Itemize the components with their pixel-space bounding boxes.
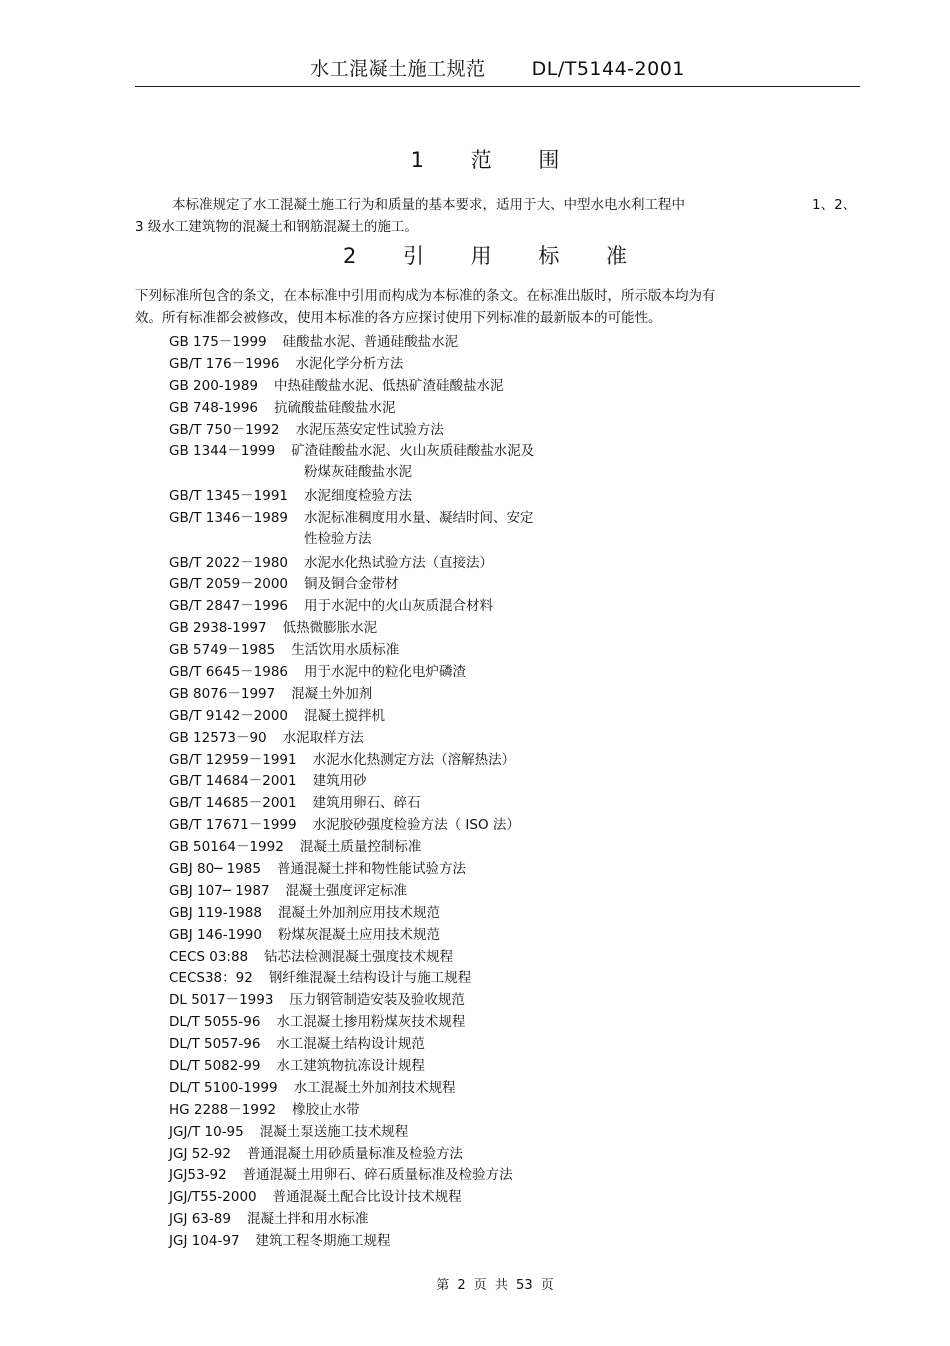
- reference-code: DL/T 5082-99: [169, 1058, 261, 1075]
- reference-item: [169, 750, 849, 772]
- reference-title: 橡胶止水带: [292, 1101, 360, 1118]
- reference-code: GB 50164－1992: [169, 839, 284, 856]
- reference-item: [169, 1165, 849, 1187]
- reference-title-continued: 粉煤灰硅酸盐水泥: [304, 464, 412, 481]
- reference-code: JGJ/T55-2000: [169, 1189, 257, 1206]
- reference-title: 普通混凝土用砂质量标准及检验方法: [246, 1145, 463, 1162]
- reference-title: 混凝土搅拌机: [304, 707, 386, 724]
- reference-item: [169, 574, 849, 596]
- reference-title: 普通混凝土用卵石、碎石质量标准及检验方法: [242, 1167, 513, 1184]
- reference-title: 混凝土外加剂应用技术规范: [278, 904, 440, 921]
- reference-code: GB/T 12959－1991: [169, 751, 297, 768]
- reference-code: GB/T 750－1992: [169, 421, 280, 438]
- reference-code: JGJ/T 10-95: [169, 1123, 244, 1140]
- reference-item: [169, 1209, 849, 1231]
- reference-item: [169, 1187, 849, 1209]
- reference-title: 混凝土强度评定标准: [285, 882, 408, 899]
- reference-code: CECS38：92: [169, 970, 253, 987]
- reference-item: [169, 1100, 849, 1122]
- section-1-para-line-1: 本标准规定了水工混凝土施工行为和质量的基本要求，适用于大、中型水电水利工程中: [172, 197, 685, 213]
- header-title: 水工混凝土施工规范: [310, 58, 486, 80]
- reference-code: GB/T 17671－1999: [169, 817, 297, 834]
- reference-title: 水工混凝土结构设计规范: [276, 1036, 425, 1053]
- reference-title: 钢纤维混凝土结构设计与施工规程: [268, 970, 472, 987]
- reference-item: [169, 1056, 849, 1078]
- reference-code: GB/T 6645－1986: [169, 663, 289, 680]
- reference-title: 建筑用砂: [312, 773, 367, 790]
- reference-title: 水泥标准稠度用水量、凝结时间、安定: [304, 509, 534, 526]
- reference-item: [169, 925, 849, 947]
- reference-item: [169, 903, 849, 925]
- reference-item: [169, 837, 849, 859]
- reference-title: 水泥取样方法: [282, 729, 364, 746]
- reference-item: [169, 553, 849, 575]
- reference-title: 水泥压蒸安定性试验方法: [295, 421, 444, 438]
- reference-item: [169, 618, 849, 640]
- reference-code: GBJ 80─ 1985: [169, 861, 261, 877]
- reference-item: [169, 596, 849, 618]
- reference-code: GB/T 2847－1996: [169, 598, 289, 615]
- reference-code: GB/T 2059－2000: [169, 576, 289, 593]
- reference-title: 压力钢管制造安装及验收规范: [289, 992, 465, 1009]
- reference-code: JGJ 63-89: [169, 1211, 231, 1228]
- section-2-heading: 2 引 用 标 准: [342, 244, 648, 268]
- reference-code: GB/T 2022－1980: [169, 554, 289, 571]
- reference-item: [169, 1078, 849, 1100]
- reference-code: DL/T 5057-96: [169, 1036, 261, 1053]
- reference-title-continued: 性检验方法: [304, 530, 372, 547]
- reference-item: [169, 815, 849, 837]
- reference-code: JGJ 52-92: [169, 1145, 231, 1162]
- reference-title: 混凝土泵送施工技术规程: [259, 1123, 409, 1140]
- reference-item: [169, 1012, 849, 1034]
- reference-code: GBJ 146-1990: [169, 926, 262, 943]
- reference-title: 水泥化学分析方法: [295, 355, 404, 372]
- reference-title: 钻芯法检测混凝土强度技术规程: [264, 948, 454, 965]
- reference-item: [169, 486, 849, 508]
- reference-title: 普通混凝土配合比设计技术规程: [272, 1189, 462, 1206]
- reference-title: 混凝土拌和用水标准: [246, 1211, 369, 1228]
- reference-title: 低热微膨胀水泥: [282, 620, 378, 637]
- reference-item: [169, 508, 849, 553]
- section-1-para-line-1-tail: 1、2、: [812, 197, 857, 213]
- reference-title: 混凝土质量控制标准: [299, 839, 422, 856]
- reference-title: 粉煤灰混凝土应用技术规范: [278, 926, 440, 943]
- reference-item: [169, 684, 849, 706]
- reference-item: [169, 706, 849, 728]
- reference-code: DL/T 5055-96: [169, 1014, 261, 1031]
- reference-item: [169, 662, 849, 684]
- reference-item: [169, 332, 849, 354]
- reference-code: JGJ53-92: [169, 1167, 227, 1184]
- reference-item: [169, 376, 849, 398]
- reference-code: GB 2938-1997: [169, 620, 267, 637]
- page-number: 第 2 页 共 53 页: [436, 1278, 554, 1293]
- reference-code: GB/T 14684－2001: [169, 773, 297, 790]
- reference-item: [169, 420, 849, 442]
- reference-item: [169, 771, 849, 793]
- reference-title: 生活饮用水质标准: [291, 642, 400, 659]
- reference-code: DL/T 5100-1999: [169, 1079, 278, 1096]
- reference-code: CECS 03:88: [169, 948, 249, 965]
- reference-code: GB 200-1989: [169, 377, 259, 394]
- section-2-intro-line-2: 效。所有标准都会被修改，使用本标准的各方应探讨使用下列标准的最新版本的可能性。: [135, 310, 662, 326]
- reference-title: 用于水泥中的粒化电炉磷渣: [304, 663, 467, 680]
- reference-item: [169, 968, 849, 990]
- reference-code: JGJ 104-97: [169, 1233, 240, 1250]
- section-1-heading: 1 范 围: [410, 148, 580, 172]
- reference-code: GB 1344－1999: [169, 443, 276, 460]
- reference-item: [169, 728, 849, 750]
- reference-code: DL 5017－1993: [169, 992, 274, 1009]
- reference-item: [169, 990, 849, 1012]
- page-header: [135, 54, 860, 87]
- reference-title: 水泥水化热试验方法（直接法）: [304, 554, 494, 571]
- reference-title: 抗硫酸盐硅酸盐水泥: [274, 399, 396, 416]
- reference-item: [169, 354, 849, 376]
- reference-code: GB 12573－90: [169, 729, 267, 746]
- reference-code: GB/T 1346－1989: [169, 509, 289, 526]
- reference-title: 水泥水化热测定方法（溶解热法）: [312, 751, 516, 768]
- reference-title: 普通混凝土拌和物性能试验方法: [276, 861, 466, 877]
- reference-title: 水工混凝土掺用粉煤灰技术规程: [276, 1014, 466, 1031]
- reference-item: [169, 1034, 849, 1056]
- reference-title: 用于水泥中的火山灰质混合材料: [304, 598, 494, 615]
- reference-code: GB/T 9142－2000: [169, 707, 289, 724]
- reference-item: [169, 1122, 849, 1144]
- reference-code: GB 8076－1997: [169, 685, 276, 702]
- reference-item: [169, 947, 849, 969]
- reference-title: 建筑工程冬期施工规程: [255, 1233, 391, 1250]
- reference-title: 水工混凝土外加剂技术规程: [293, 1079, 456, 1096]
- reference-code: GBJ 107─ 1987: [169, 882, 270, 899]
- reference-title: 水泥细度检验方法: [304, 488, 413, 505]
- reference-code: GBJ 119-1988: [169, 904, 262, 921]
- section-2-intro-line-1: 下列标准所包含的条文，在本标准中引用而构成为本标准的条文。在标准出版时，所示版本均为有: [135, 288, 716, 304]
- header-standard-code: DL/T5144-2001: [531, 58, 685, 80]
- section-1-para-line-2: 3 级水工建筑物的混凝土和钢筋混凝土的施工。: [135, 219, 418, 235]
- reference-title: 建筑用卵石、碎石: [312, 795, 421, 812]
- reference-title: 中热硅酸盐水泥、低热矿渣硅酸盐水泥: [274, 377, 504, 394]
- reference-code: GB 748-1996: [169, 399, 259, 416]
- reference-code: GB/T 1345－1991: [169, 488, 289, 505]
- reference-code: GB 175－1999: [169, 334, 267, 350]
- reference-item: [169, 881, 849, 903]
- reference-title: 铜及铜合金带材: [304, 576, 399, 593]
- reference-item: [169, 441, 849, 486]
- reference-title: 混凝土外加剂: [291, 685, 373, 702]
- reference-code: GB 5749－1985: [169, 642, 276, 659]
- reference-title: 硅酸盐水泥、普通硅酸盐水泥: [282, 334, 459, 350]
- reference-code: GB/T 14685－2001: [169, 795, 297, 812]
- reference-title: 水工建筑物抗冻设计规程: [276, 1058, 425, 1075]
- reference-list: [169, 332, 849, 1253]
- reference-item: [169, 793, 849, 815]
- reference-item: [169, 640, 849, 662]
- reference-item: [169, 859, 849, 881]
- reference-title: 矿渣硅酸盐水泥、火山灰质硅酸盐水泥及: [291, 443, 535, 460]
- reference-item: [169, 398, 849, 420]
- reference-title: 水泥胶砂强度检验方法（ ISO 法）: [312, 817, 520, 834]
- reference-code: GB/T 176－1996: [169, 355, 280, 372]
- reference-code: HG 2288－1992: [169, 1101, 277, 1118]
- reference-item: [169, 1231, 849, 1253]
- reference-item: [169, 1144, 849, 1166]
